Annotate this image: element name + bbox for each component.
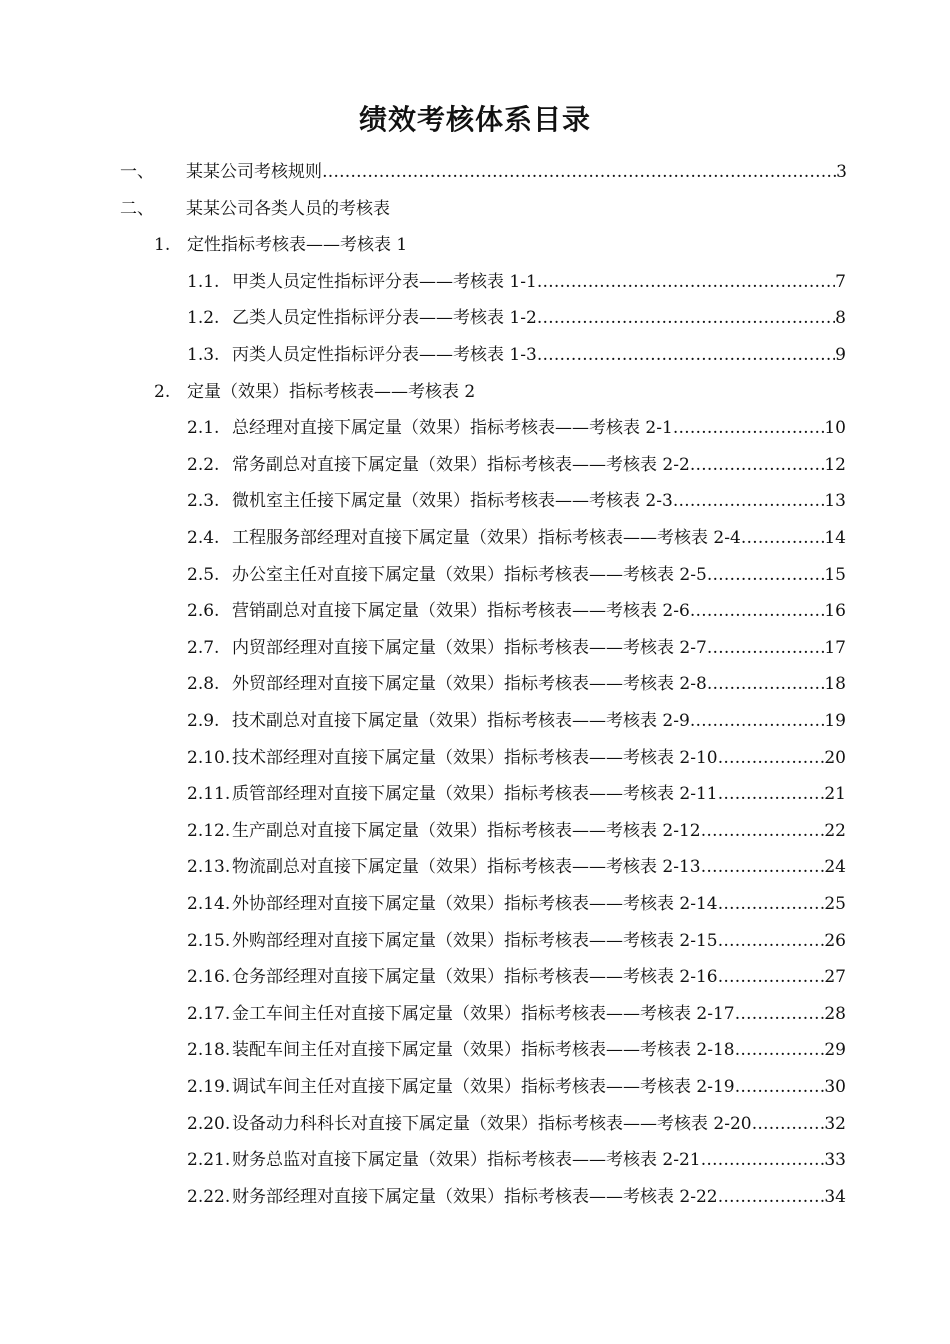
toc-entry-title: 生产副总对直接下属定量（效果）指标考核表——考核表 2-12 xyxy=(232,820,701,841)
toc-entry[interactable] xyxy=(187,300,846,336)
toc-dot-leader xyxy=(718,1179,825,1215)
toc-dot-leader xyxy=(690,703,825,739)
toc-entry-title: 定性指标考核表——考核表 1 xyxy=(187,235,408,256)
toc-entry[interactable] xyxy=(187,740,846,776)
toc-dot-leader xyxy=(735,1069,825,1105)
toc-entry-title: 技术部经理对直接下属定量（效果）指标考核表——考核表 2-10 xyxy=(232,747,718,768)
toc-dot-leader xyxy=(741,520,825,556)
toc-page-number: 27 xyxy=(824,967,846,988)
toc-entry-title: 丙类人员定性指标评分表——考核表 1-3 xyxy=(232,345,537,365)
toc-page-number: 15 xyxy=(824,564,846,585)
toc-entry-title: 仓务部经理对直接下属定量（效果）指标考核表——考核表 2-16 xyxy=(232,967,718,988)
toc-page-number: 22 xyxy=(824,820,846,841)
toc-dot-leader xyxy=(537,337,835,373)
toc-dot-leader xyxy=(690,593,825,629)
toc-entry-title: 甲类人员定性指标评分表——考核表 1-1 xyxy=(232,271,537,292)
toc-dot-leader xyxy=(322,154,836,190)
toc-entry-number: 一、 xyxy=(120,162,154,182)
toc-dot-leader xyxy=(537,300,835,336)
toc-dot-leader xyxy=(537,264,835,300)
toc-page-number: 19 xyxy=(824,711,846,731)
toc-dot-leader xyxy=(707,666,825,702)
toc-entry-number: 2.4. xyxy=(187,528,220,548)
toc-dot-leader xyxy=(735,1032,825,1068)
toc-page-number: 25 xyxy=(824,894,846,914)
toc-page-number: 24 xyxy=(824,857,846,878)
toc-dot-leader xyxy=(752,1106,825,1142)
toc-entry-number: 二、 xyxy=(120,198,154,219)
toc-entry[interactable] xyxy=(187,776,846,812)
toc-entry[interactable] xyxy=(120,191,847,227)
toc-entry[interactable] xyxy=(187,1179,846,1215)
toc-entry-number: 1.1. xyxy=(187,271,220,292)
toc-dot-leader xyxy=(735,996,825,1032)
toc-entry-number: 2.13. xyxy=(187,857,231,878)
toc-entry-title: 某某公司各类人员的考核表 xyxy=(186,198,390,219)
toc-dot-leader xyxy=(718,959,825,995)
toc-page-number: 8 xyxy=(835,308,846,329)
toc-entry-number: 2.9. xyxy=(187,711,220,731)
toc-entry-number: 2.6. xyxy=(187,601,220,622)
toc-entry[interactable] xyxy=(187,410,846,446)
toc-entry-title: 工程服务部经理对直接下属定量（效果）指标考核表——考核表 2-4 xyxy=(232,528,741,548)
toc-page-number: 30 xyxy=(824,1077,846,1097)
toc-entry-number: 2.1. xyxy=(187,418,220,439)
toc-entry-number: 2.20. xyxy=(187,1113,231,1134)
toc-entry-number: 2.18. xyxy=(187,1040,231,1061)
toc-entry-number: 2.17. xyxy=(187,1003,231,1024)
toc-dot-leader xyxy=(690,447,825,483)
toc-entry-title: 装配车间主任对直接下属定量（效果）指标考核表——考核表 2-18 xyxy=(232,1040,735,1061)
toc-dot-leader xyxy=(718,886,825,922)
toc-entry-title: 物流副总对直接下属定量（效果）指标考核表——考核表 2-13 xyxy=(232,857,701,878)
toc-page-number: 13 xyxy=(824,491,846,512)
toc-entry[interactable] xyxy=(187,813,846,849)
toc-entry[interactable] xyxy=(187,666,846,702)
toc-entry[interactable] xyxy=(187,1069,846,1105)
toc-entry-title: 财务总监对直接下属定量（效果）指标考核表——考核表 2-21 xyxy=(232,1150,701,1171)
toc-page-number: 7 xyxy=(835,271,846,292)
toc-entry[interactable] xyxy=(187,264,846,300)
toc-entry-title: 外购部经理对直接下属定量（效果）指标考核表——考核表 2-15 xyxy=(232,930,718,951)
toc-entry-number: 2.2. xyxy=(187,454,220,475)
toc-entry-title: 技术副总对直接下属定量（效果）指标考核表——考核表 2-9 xyxy=(232,711,690,731)
toc-entry-title: 金工车间主任对直接下属定量（效果）指标考核表——考核表 2-17 xyxy=(232,1003,735,1024)
toc-entry[interactable] xyxy=(187,1142,846,1178)
toc-page-number: 32 xyxy=(824,1113,846,1134)
toc-entry-number: 2.5. xyxy=(187,564,220,585)
toc-dot-leader xyxy=(718,923,825,959)
toc-page-number: 18 xyxy=(824,674,846,695)
toc-entry[interactable] xyxy=(187,447,846,483)
toc-entry-number: 2.7. xyxy=(187,637,220,658)
toc-entry-number: 2.15. xyxy=(187,930,231,951)
toc-dot-leader xyxy=(673,410,825,446)
toc-entry[interactable] xyxy=(187,996,846,1032)
toc-entry-number: 2.11. xyxy=(187,784,231,805)
toc-dot-leader xyxy=(718,740,825,776)
toc-dot-leader xyxy=(707,557,825,593)
toc-entry[interactable] xyxy=(187,703,846,739)
toc-entry-number: 2.14. xyxy=(187,894,231,914)
toc-entry-title: 财务部经理对直接下属定量（效果）指标考核表——考核表 2-22 xyxy=(232,1186,718,1207)
toc-entry-title: 外贸部经理对直接下属定量（效果）指标考核表——考核表 2-8 xyxy=(232,674,707,695)
toc-entry[interactable] xyxy=(154,374,847,410)
toc-entry-number: 2.16. xyxy=(187,967,231,988)
toc-entry-title: 内贸部经理对直接下属定量（效果）指标考核表——考核表 2-7 xyxy=(232,637,707,658)
toc-entry[interactable] xyxy=(187,630,846,666)
toc-entry-number: 2.3. xyxy=(187,491,220,512)
toc-entry[interactable] xyxy=(187,557,846,593)
toc-page-number: 29 xyxy=(824,1040,846,1061)
toc-page-number: 28 xyxy=(824,1003,846,1024)
toc-page-number: 14 xyxy=(824,528,846,548)
toc-page-number: 20 xyxy=(824,747,846,768)
toc-entry-title: 微机室主任接下属定量（效果）指标考核表——考核表 2-3 xyxy=(232,491,673,512)
toc-entry-number: 2.22. xyxy=(187,1186,231,1207)
toc-entry-number: 2.10. xyxy=(187,747,231,768)
toc-entry-number: 2.19. xyxy=(187,1077,231,1097)
toc-dot-leader xyxy=(701,849,825,885)
toc-entry[interactable] xyxy=(120,154,847,190)
toc-entry-number: 2.21. xyxy=(187,1150,231,1171)
toc-dot-leader xyxy=(701,813,825,849)
toc-entry-title: 外协部经理对直接下属定量（效果）指标考核表——考核表 2-14 xyxy=(232,894,718,914)
toc-page-number: 26 xyxy=(824,930,846,951)
toc-entry-title: 定量（效果）指标考核表——考核表 2 xyxy=(187,381,476,402)
toc-entry[interactable] xyxy=(154,227,847,263)
toc-entry[interactable] xyxy=(187,337,846,373)
page-title: 绩效考核体系目录 xyxy=(358,103,591,136)
toc-entry-title: 设备动力科科长对直接下属定量（效果）指标考核表——考核表 2-20 xyxy=(232,1113,752,1134)
toc-entry-number: 2.8. xyxy=(187,674,220,695)
toc-entry-title: 常务副总对直接下属定量（效果）指标考核表——考核表 2-2 xyxy=(232,454,690,475)
toc-entry[interactable] xyxy=(187,849,846,885)
toc-dot-leader xyxy=(707,630,825,666)
toc-page-number: 34 xyxy=(824,1186,846,1207)
toc-entry-title: 办公室主任对直接下属定量（效果）指标考核表——考核表 2-5 xyxy=(232,564,707,585)
toc-page-number: 10 xyxy=(824,418,846,439)
toc-entry-number: 1.2. xyxy=(187,308,220,329)
toc-entry[interactable] xyxy=(187,1032,846,1068)
toc-entry-title: 总经理对直接下属定量（效果）指标考核表——考核表 2-1 xyxy=(232,418,673,439)
toc-entry[interactable] xyxy=(187,886,846,922)
toc-page-number: 21 xyxy=(824,784,846,805)
toc-entry[interactable] xyxy=(187,483,846,519)
toc-page-number: 12 xyxy=(824,454,846,475)
toc-entry-number: 1.3. xyxy=(187,345,220,365)
toc-dot-leader xyxy=(673,483,825,519)
toc-entry[interactable] xyxy=(187,593,846,629)
toc-page-number: 17 xyxy=(824,637,846,658)
toc-dot-leader xyxy=(701,1142,825,1178)
toc-entry-number: 1. xyxy=(154,235,171,256)
toc-entry[interactable] xyxy=(187,923,846,959)
toc-entry[interactable] xyxy=(187,959,846,995)
toc-entry[interactable] xyxy=(187,1106,846,1142)
toc-dot-leader xyxy=(718,776,825,812)
toc-page-number: 9 xyxy=(835,345,846,365)
toc-entry-title: 质管部经理对直接下属定量（效果）指标考核表——考核表 2-11 xyxy=(232,784,718,805)
toc-entry-title: 某某公司考核规则 xyxy=(186,162,322,182)
toc-entry[interactable] xyxy=(187,520,846,556)
toc-entry-title: 营销副总对直接下属定量（效果）指标考核表——考核表 2-6 xyxy=(232,601,690,622)
toc-entry-number: 2. xyxy=(154,381,171,402)
toc-entry-title: 调试车间主任对直接下属定量（效果）指标考核表——考核表 2-19 xyxy=(232,1077,735,1097)
toc-page-number: 16 xyxy=(824,601,846,622)
toc-entry-number: 2.12. xyxy=(187,820,231,841)
toc-page-number: 33 xyxy=(824,1150,846,1171)
toc-entry-title: 乙类人员定性指标评分表——考核表 1-2 xyxy=(232,308,537,329)
toc-page-number: 3 xyxy=(836,162,847,182)
